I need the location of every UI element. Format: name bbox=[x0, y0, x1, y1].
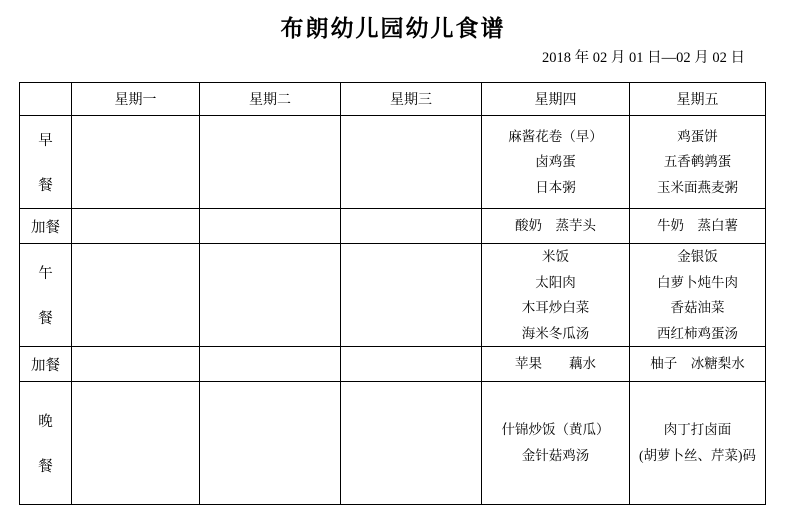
table-header-row bbox=[20, 83, 766, 116]
row-label-snack-pm bbox=[20, 347, 72, 382]
column-header-tuesday: 星期二 bbox=[200, 83, 341, 116]
date-range: 2018 年 02 月 01 日—02 月 02 日 bbox=[542, 50, 745, 66]
cell-lunch-thursday bbox=[482, 244, 630, 347]
meal-label bbox=[20, 410, 71, 476]
cell-breakfast-friday bbox=[630, 116, 766, 209]
column-header-monday: 星期一 bbox=[72, 83, 200, 116]
cell-snack-am-friday bbox=[630, 209, 766, 244]
cell-breakfast-thursday bbox=[482, 116, 630, 209]
cell-snack-am-tuesday bbox=[200, 209, 341, 244]
cell-lunch-monday bbox=[72, 244, 200, 347]
menu-item: (胡萝卜丝、芹菜)码 bbox=[639, 447, 756, 463]
row-snack-am bbox=[20, 209, 766, 244]
menu-item: 金银饭 bbox=[677, 249, 718, 264]
menu-item: 酸奶 蒸芋头 bbox=[515, 218, 596, 234]
cell-snack-pm-friday bbox=[630, 347, 766, 382]
cell-breakfast-monday bbox=[72, 116, 200, 209]
menu-item: 海米冬瓜汤 bbox=[521, 325, 590, 341]
menu-item: 太阳肉 bbox=[535, 274, 576, 290]
menu-item: 金针菇鸡汤 bbox=[521, 447, 590, 463]
row-lunch bbox=[20, 244, 766, 347]
cell-breakfast-tuesday bbox=[200, 116, 341, 209]
row-label-lunch bbox=[20, 244, 72, 347]
menu-item: 西红柿鸡蛋汤 bbox=[657, 325, 738, 341]
menu-item: 牛奶 蒸白薯 bbox=[657, 218, 738, 234]
cell-dinner-friday bbox=[630, 382, 766, 505]
menu-item: 卤鸡蛋 bbox=[535, 154, 576, 170]
meal-label-char: 餐 bbox=[38, 178, 53, 194]
menu-item: 麻酱花卷（早） bbox=[508, 128, 603, 144]
cell-snack-am-monday bbox=[72, 209, 200, 244]
cell-snack-am-wednesday bbox=[341, 209, 482, 244]
row-label-snack-am bbox=[20, 209, 72, 244]
cell-snack-pm-thursday bbox=[482, 347, 630, 382]
menu-item: 鸡蛋饼 bbox=[677, 128, 718, 144]
cell-dinner-tuesday bbox=[200, 382, 341, 505]
column-header-thursday: 星期四 bbox=[482, 83, 630, 116]
menu-item: 日本粥 bbox=[535, 179, 576, 195]
cell-dinner-wednesday bbox=[341, 382, 482, 505]
menu-item: 五香鹌鹑蛋 bbox=[663, 154, 732, 170]
meal-label: 加餐 bbox=[31, 219, 60, 236]
cell-lunch-friday bbox=[630, 244, 766, 347]
row-breakfast bbox=[20, 116, 766, 209]
menu-item: 肉丁打卤面 bbox=[663, 422, 732, 438]
menu-item: 米饭 bbox=[542, 249, 569, 264]
menu-item: 白萝卜炖牛肉 bbox=[657, 274, 738, 290]
meal-label-char: 午 bbox=[38, 266, 53, 282]
menu-item: 香菇油菜 bbox=[670, 300, 725, 315]
meal-label-char: 早 bbox=[38, 133, 53, 149]
column-header-wednesday: 星期三 bbox=[341, 83, 482, 116]
cell-snack-pm-monday bbox=[72, 347, 200, 382]
cell-snack-am-thursday bbox=[482, 209, 630, 244]
meal-label bbox=[20, 129, 71, 195]
menu-table bbox=[19, 82, 766, 505]
meal-label: 加餐 bbox=[31, 357, 60, 374]
cell-lunch-tuesday bbox=[200, 244, 341, 347]
menu-item: 苹果 藕水 bbox=[515, 356, 596, 372]
row-label-breakfast bbox=[20, 116, 72, 209]
menu-item: 玉米面燕麦粥 bbox=[657, 179, 738, 195]
meal-label-char: 餐 bbox=[38, 311, 53, 327]
page-title: 布朗幼儿园幼儿食谱 bbox=[280, 16, 506, 41]
corner-cell bbox=[20, 83, 72, 116]
row-label-dinner bbox=[20, 382, 72, 505]
cell-lunch-wednesday bbox=[341, 244, 482, 347]
meal-label-char: 晚 bbox=[38, 413, 53, 430]
meal-label bbox=[20, 262, 71, 328]
menu-item: 木耳炒白菜 bbox=[521, 300, 590, 315]
row-dinner bbox=[20, 382, 766, 505]
cell-snack-pm-wednesday bbox=[341, 347, 482, 382]
menu-item: 什锦炒饭（黄瓜） bbox=[501, 422, 610, 438]
cell-breakfast-wednesday bbox=[341, 116, 482, 209]
cell-dinner-thursday bbox=[482, 382, 630, 505]
meal-label-char: 餐 bbox=[38, 458, 53, 475]
menu-item: 柚子 冰糖梨水 bbox=[650, 356, 745, 372]
cell-dinner-monday bbox=[72, 382, 200, 505]
cell-snack-pm-tuesday bbox=[200, 347, 341, 382]
column-header-friday: 星期五 bbox=[630, 83, 766, 116]
row-snack-pm bbox=[20, 347, 766, 382]
